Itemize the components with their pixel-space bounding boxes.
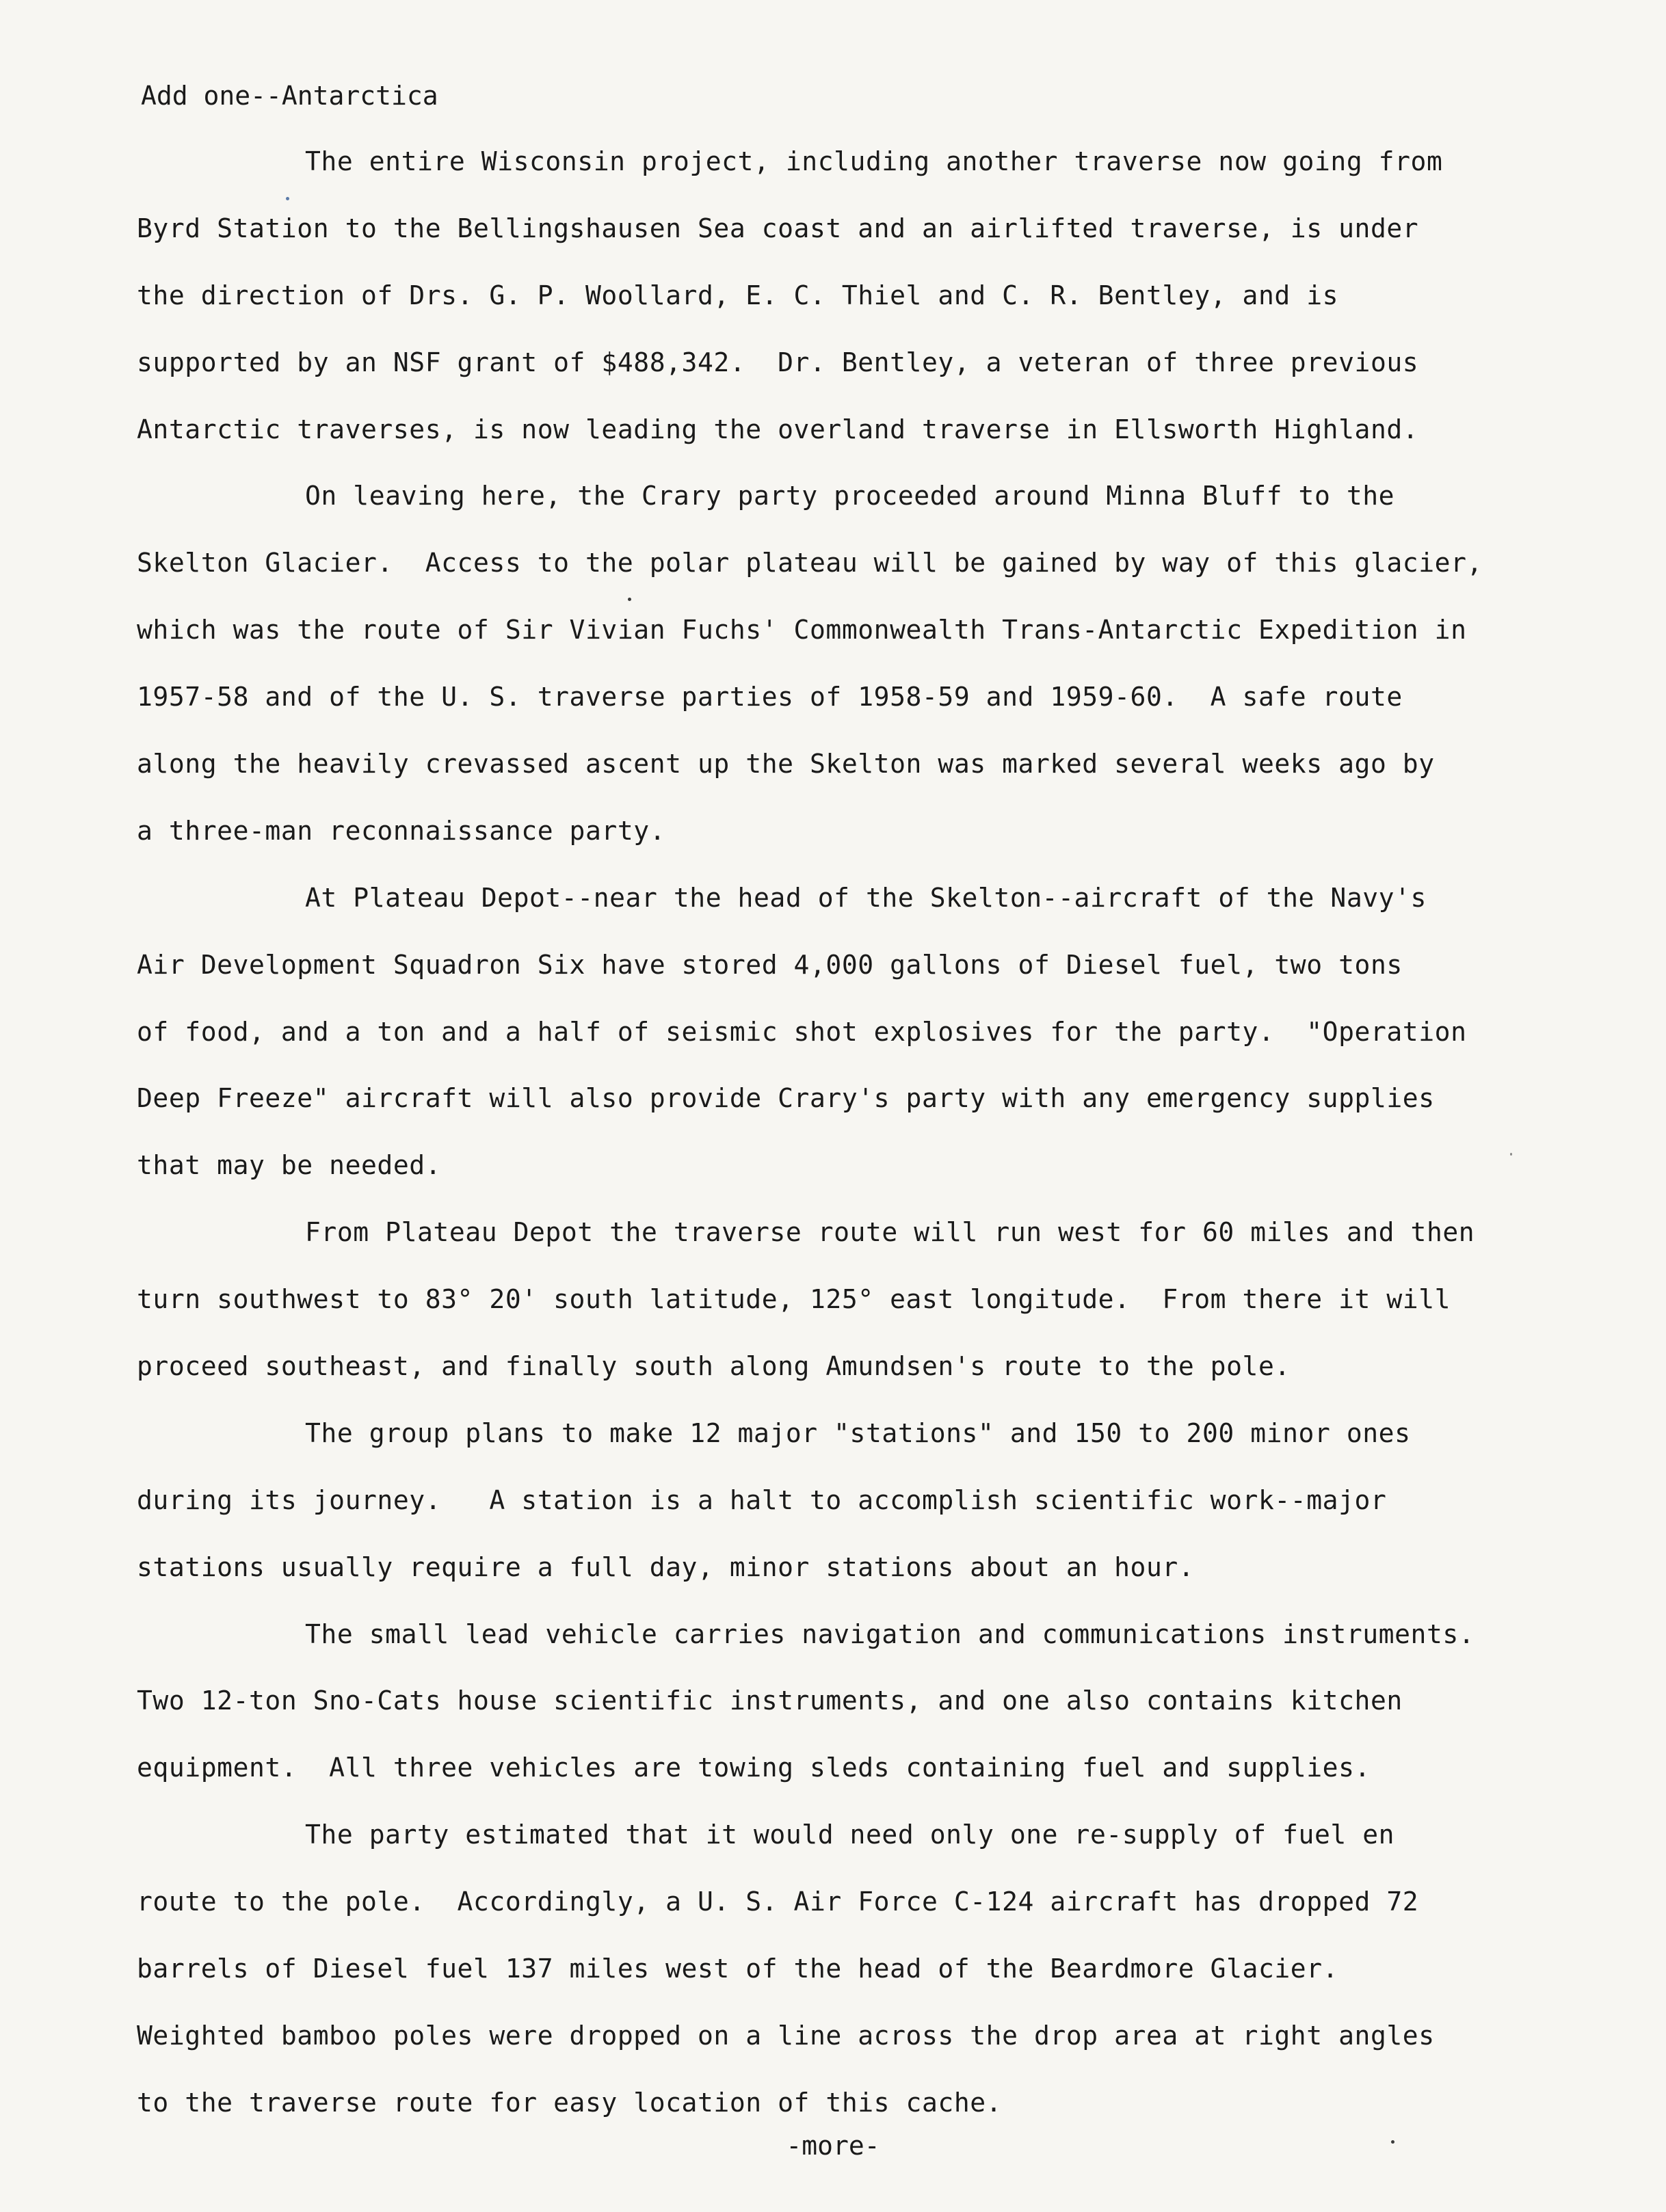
text-line: during its journey. A station is a halt to accomplish scientific work--major	[137, 1484, 1387, 1515]
text-line: barrels of Diesel fuel 137 miles west of the head of the Beardmore Glacier.	[137, 1954, 1339, 1984]
text-line: turn southwest to 83° 20' south latitude, 125° east longitude. From there it will	[137, 1284, 1451, 1315]
text-line: Two 12-ton Sno-Cats house scientific instruments, and one also contains kitchen	[137, 1685, 1403, 1716]
ink-speck	[628, 598, 631, 601]
text-line: route to the pole. Accordingly, a U. S. Air Force C-124 aircraft has dropped 72	[137, 1887, 1419, 1917]
text-line: a three-man reconnaissance party.	[137, 815, 666, 846]
ink-speck	[286, 197, 289, 200]
text-line: From Plateau Depot the traverse route will run west for 60 miles and then	[305, 1217, 1475, 1248]
paragraph-traverse-route	[137, 1216, 1570, 1417]
page-heading: Add one--Antarctica	[141, 81, 438, 111]
ink-speck	[1510, 1153, 1512, 1156]
paragraph-resupply	[137, 1818, 1570, 2153]
paragraph-crary-party-route	[137, 479, 1570, 881]
text-line: equipment. All three vehicles are towing sleds containing fuel and supplies.	[137, 1753, 1371, 1783]
text-line: The group plans to make 12 major "stations" and 150 to 200 minor ones	[305, 1417, 1411, 1448]
document-body	[137, 145, 1570, 2153]
paragraph-stations	[137, 1417, 1570, 1618]
text-line: The entire Wisconsin project, including another traverse now going from	[305, 146, 1443, 176]
text-line: Weighted bamboo poles were dropped on a line across the drop area at right angles	[137, 2020, 1435, 2051]
text-line: that may be needed.	[137, 1150, 442, 1181]
text-line: On leaving here, the Crary party proceeded around Minna Bluff to the	[305, 481, 1395, 511]
paragraph-plateau-depot	[137, 881, 1570, 1216]
paragraph-wisconsin-project	[137, 145, 1570, 479]
text-line: of food, and a ton and a half of seismic shot explosives for the party. "Operation	[137, 1016, 1467, 1047]
continuation-marker: -more-	[786, 2131, 880, 2161]
text-line: to the traverse route for easy location of this cache.	[137, 2087, 1003, 2118]
text-line: supported by an NSF grant of $488,342. Dr. Bentley, a veteran of three previous	[137, 347, 1419, 377]
text-line: Air Development Squadron Six have stored 4,000 gallons of Diesel fuel, two tons	[137, 949, 1403, 980]
text-line: Skelton Glacier. Access to the polar plateau will be gained by way of this glacier,	[137, 548, 1483, 578]
text-line: the direction of Drs. G. P. Woollard, E. C. Thiel and C. R. Bentley, and is	[137, 280, 1339, 310]
text-line: which was the route of Sir Vivian Fuchs' Commonwealth Trans-Antarctic Expedition in	[137, 615, 1467, 645]
text-line: Antarctic traverses, is now leading the overland traverse in Ellsworth Highland.	[137, 414, 1419, 444]
text-line: The small lead vehicle carries navigation and communications instruments.	[305, 1618, 1475, 1649]
text-line: The party estimated that it would need only one re-supply of fuel en	[305, 1820, 1395, 1850]
text-line: At Plateau Depot--near the head of the Skelton--aircraft of the Navy's	[305, 882, 1427, 913]
paragraph-vehicles	[137, 1618, 1570, 1819]
text-line: along the heavily crevassed ascent up the Skelton was marked several weeks ago by	[137, 749, 1435, 779]
text-line: stations usually require a full day, minor stations about an hour.	[137, 1551, 1195, 1582]
text-line: proceed southeast, and finally south along Amundsen's route to the pole.	[137, 1351, 1291, 1382]
text-line: 1957-58 and of the U. S. traverse parties of 1958-59 and 1959-60. A safe route	[137, 682, 1403, 712]
text-line: Byrd Station to the Bellingshausen Sea coast and an airlifted traverse, is under	[137, 213, 1419, 243]
ink-speck	[1391, 2140, 1394, 2144]
text-line: Deep Freeze" aircraft will also provide Crary's party with any emergency supplies	[137, 1083, 1435, 1114]
